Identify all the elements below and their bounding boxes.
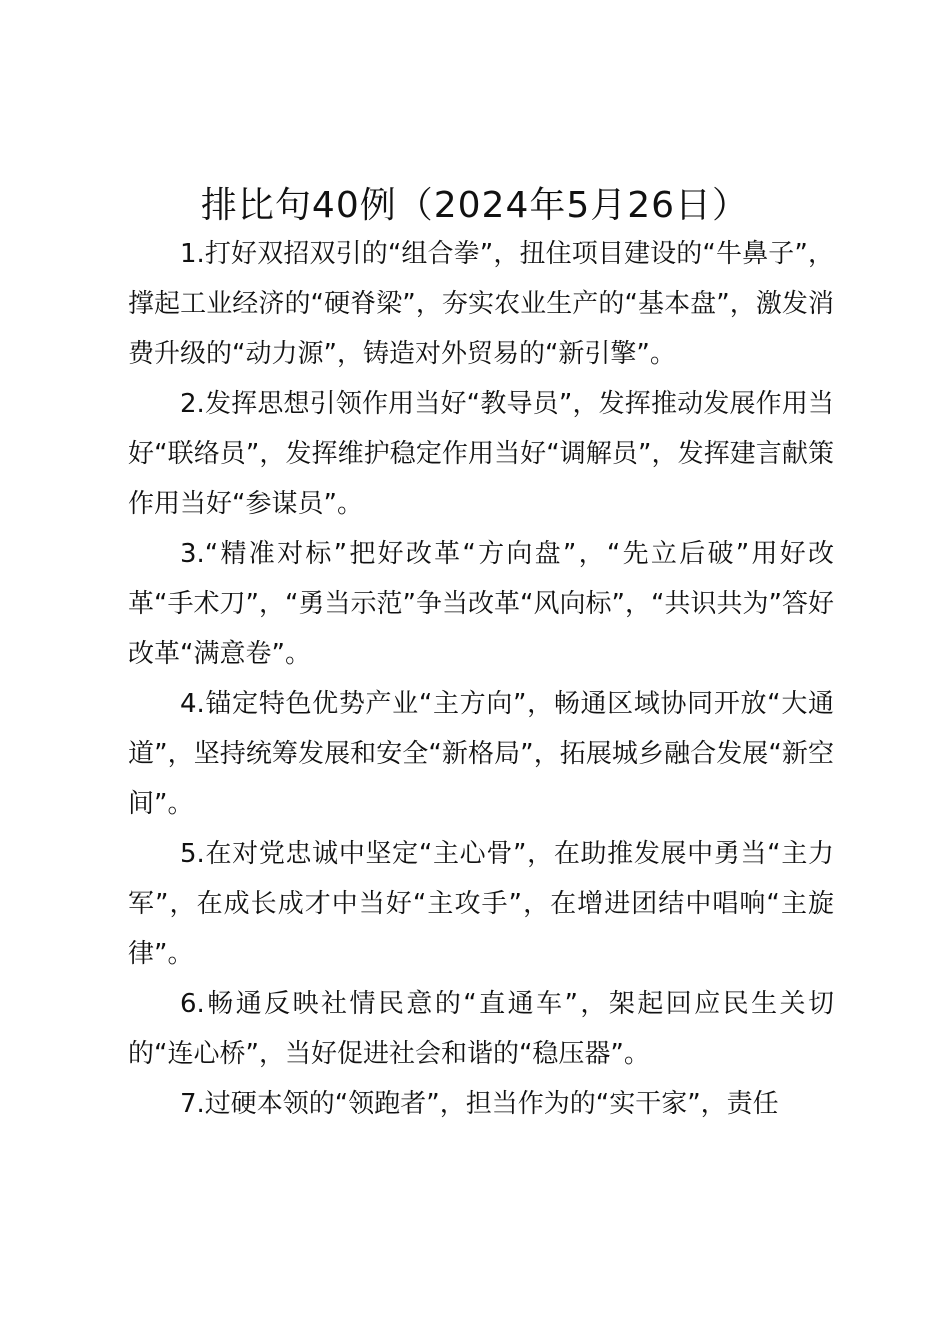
paragraph-7: 7.过硬本领的“领跑者”，担当作为的“实干家”，责任 [180, 1089, 779, 1119]
document-body [128, 229, 834, 1129]
paragraph-4: 4.锚定特色优势产业“主方向”，畅通区域协同开放“大通道”，坚持统筹发展和安全“新格局”，拓展城乡融合发展“新空间”。 [128, 689, 834, 819]
document-title: 排比句40例（2024年5月26日） [200, 185, 750, 226]
paragraph-5: 5.在对党忠诚中坚定“主心骨”，在助推发展中勇当“主力军”，在成长成才中当好“主攻手”，在增进团结中唱响“主旋律”。 [128, 839, 834, 969]
paragraph-3: 3.“精准对标”把好改革“方向盘”，“先立后破”用好改革“手术刀”，“勇当示范”争当改革“风向标”，“共识共为”答好改革“满意卷”。 [128, 539, 834, 669]
paragraph-6: 6.畅通反映社情民意的“直通车”，架起回应民生关切的“连心桥”，当好促进社会和谐的“稳压器”。 [128, 989, 834, 1069]
paragraph-1: 1.打好双招双引的“组合拳”，扭住项目建设的“牛鼻子”，撑起工业经济的“硬脊梁”，夯实农业生产的“基本盘”，激发消费升级的“动力源”，铸造对外贸易的“新引擎”。 [128, 239, 834, 369]
paragraph-2: 2.发挥思想引领作用当好“教导员”，发挥推动发展作用当好“联络员”，发挥维护稳定作用当好“调解员”，发挥建言献策作用当好“参谋员”。 [128, 389, 834, 519]
